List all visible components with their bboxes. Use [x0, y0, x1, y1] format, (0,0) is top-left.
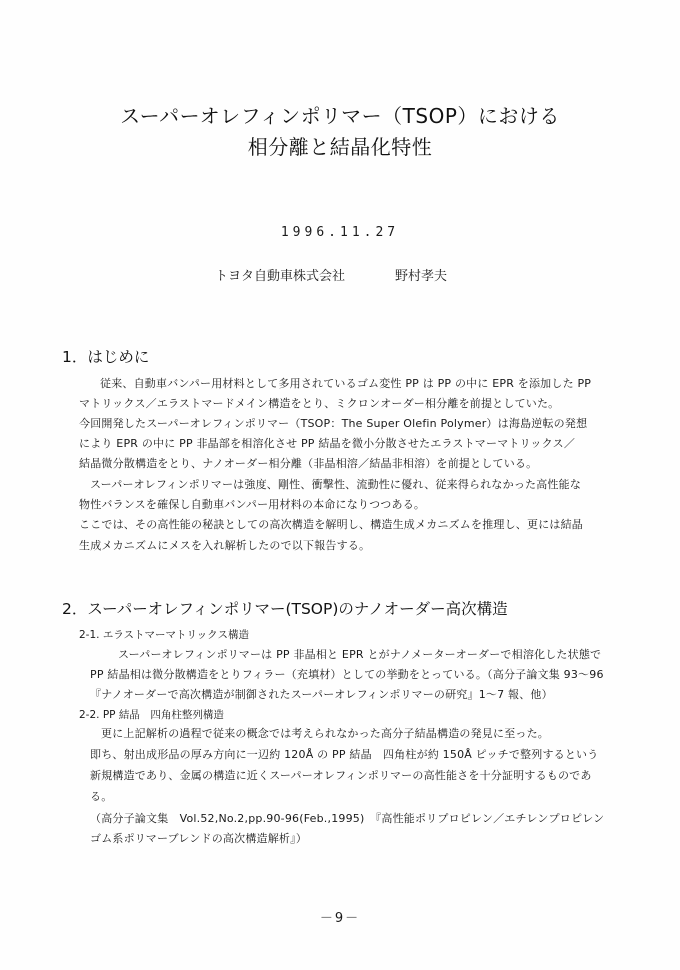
subsection-2-2-reference: ゴム系ポリマーブレンドの高次構造解析』） — [90, 832, 308, 845]
section-1-line: スーパーオレフィンポリマーは強度、剛性、衝撃性、流動性に優れ、従来得られなかった高性能な — [90, 478, 582, 491]
subsection-2-2-line: 更に上記解析の過程で従来の概念では考えられなかった高分子結晶構造の発見に至った。 — [101, 727, 549, 740]
section-1-line: 結晶微分散構造をとり、ナノオーダー相分離（非晶相溶／結晶非相溶）を前提としている。 — [79, 457, 538, 470]
subsection-2-2-line: る。 — [90, 790, 113, 803]
page-number: －9－ — [319, 911, 361, 926]
title-line-2: 相分離と結晶化特性 — [247, 135, 433, 159]
section-2-heading: 2．スーパーオレフィンポリマー(TSOP)のナノオーダー高次構造 — [62, 600, 508, 618]
section-1-line: により EPR の中に PP 非晶部を相溶化させ PP 結晶を微小分散させたエラストマーマトリックス／ — [79, 437, 576, 450]
subsection-2-2-line: 新規構造であり、金属の構造に近くスーパーオレフィンポリマーの高性能さを十分証明するものであ — [90, 769, 592, 782]
section-1-line: 物性バランスを確保し自動車バンパー用材料の本命になりつつある。 — [79, 498, 426, 511]
section-1-line: ここでは、その高性能の秘訣としての高次構造を解明し、構造生成メカニズムを推理し、更には結晶 — [79, 518, 583, 531]
section-1-heading: 1．はじめに — [62, 348, 150, 366]
subsection-2-2-heading: 2-2. PP 結晶 四角柱整列構造 — [79, 709, 224, 721]
company-name: トヨタ自動車株式会社 — [215, 269, 346, 284]
author-name: 野村孝夫 — [395, 269, 448, 284]
section-1-line: 今回開発したスーパーオレフィンポリマー（TSOP：The Super Olefin Polymer）は海島逆転の発想 — [79, 417, 588, 430]
subsection-2-2-line: 即ち、射出成形品の厚み方向に一辺約 120Å の PP 結晶 四角柱が約 150Å ピッチで整列するという — [90, 748, 599, 761]
subsection-2-2-reference: （高分子論文集 Vol.52,No.2,pp.90-96(Feb.,1995) 『高性能ポリプロピレン／エチレンプロピレン — [90, 812, 605, 825]
document-date: 1996.11.27 — [280, 225, 400, 240]
title-line-1: スーパーオレフィンポリマー（TSOP）における — [120, 104, 560, 128]
section-1-line: マトリックス／エラストマードメイン構造をとり、ミクロンオーダー相分離を前提としていた。 — [79, 397, 560, 410]
section-1-line: 従来、自動車バンパー用材料として多用されているゴム変性 PP は PP の中に EPR を添加した PP — [100, 377, 592, 390]
section-1-line: 生成メカニズムにメスを入れ解析したので以下報告する。 — [79, 539, 371, 552]
subsection-2-1-line: スーパーオレフィンポリマーは PP 非晶相と EPR とがナノメーターオーダーで相溶化した状態で — [118, 648, 602, 661]
subsection-2-1-line: 『ナノオーダーで高次構造が制御されたスーパーオレフィンポリマーの研究』1～7 報、他） — [90, 688, 553, 701]
subsection-2-1-heading: 2-1. エラストマーマトリックス構造 — [79, 629, 249, 641]
subsection-2-1-line: PP 結晶相は微分散構造をとりフィラー（充填材）としての挙動をとっている。（高分子論文集 93～96 — [90, 668, 604, 681]
